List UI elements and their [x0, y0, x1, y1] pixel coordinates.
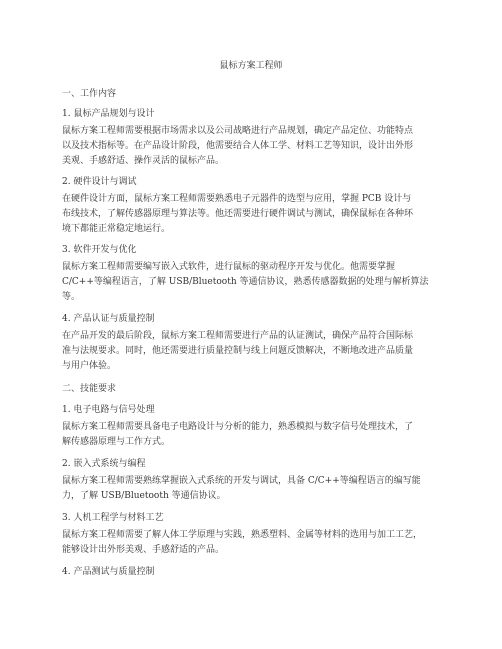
paragraph-line: 在硬件设计方面，鼠标方案工程师需要熟悉电子元器件的选型与应用，掌握 PCB 设计与 [62, 194, 412, 204]
paragraph-product-planning [62, 124, 442, 169]
document-title: 鼠标方案工程师 [219, 61, 283, 71]
paragraph-line: 鼠标方案工程师需要根据市场需求以及公司战略进行产品规划，确定产品定位、功能特点 [62, 126, 414, 136]
item-heading-testing-quality: 4. 产品测试与质量控制 [62, 567, 155, 577]
paragraph-line: 在产品开发的最后阶段，鼠标方案工程师需要进行产品的认证测试，确保产品符合国际标 [62, 331, 414, 341]
paragraph-line: 解传感器原理与工作方式。 [62, 437, 171, 447]
paragraph-line: 美观、手感舒适、操作灵活的鼠标产品。 [62, 156, 225, 166]
item-heading-circuits-signal: 1. 电子电路与信号处理 [62, 405, 155, 415]
paragraph-line: 力，了解 USB/Bluetooth 等通信协议。 [62, 491, 226, 501]
paragraph-embedded-programming [62, 474, 442, 504]
paragraph-line: 准与法规要求。同时，他还需要进行质量控制与线上问题反馈解决，不断地改进产品质量 [62, 346, 414, 356]
item-heading-certification-quality: 4. 产品认证与质量控制 [62, 314, 155, 324]
paragraph-hardware-design [62, 192, 442, 237]
paragraph-certification-quality [62, 329, 442, 374]
paragraph-line: 以及技术指标等。在产品设计阶段，他需要结合人体工学、材料工艺等知识，设计出外形 [62, 141, 414, 151]
paragraph-line: 与用户体验。 [62, 361, 117, 371]
paragraph-line: 布线技术，了解传感器原理与算法等。他还需要进行硬件调试与测试，确保鼠标在各种环 [62, 209, 414, 219]
paragraph-line: 鼠标方案工程师需要了解人体工学原理与实践，熟悉塑料、金属等材料的选用与加工工艺， [62, 530, 423, 540]
paragraph-software-development [62, 260, 442, 305]
paragraph-ergonomics-materials [62, 528, 442, 558]
paragraph-line: 境下都能正常稳定地运行。 [62, 224, 171, 234]
paragraph-line: 鼠标方案工程师需要熟练掌握嵌入式系统的开发与调试，具备 C/C++等编程语言的编写能 [62, 476, 421, 486]
section-heading-skill-requirements: 二、技能要求 [62, 384, 117, 394]
paragraph-circuits-signal [62, 420, 442, 450]
paragraph-line: 等。 [62, 292, 81, 302]
paragraph-line: C/C++等编程语言，了解 USB/Bluetooth 等通信协议，熟悉传感器数据的处理与解析算法 [62, 277, 429, 287]
paragraph-line: 鼠标方案工程师需要具备电子电路设计与分析的能力，熟悉模拟与数字信号处理技术，了 [62, 422, 414, 432]
section-heading-work-content: 一、工作内容 [62, 89, 117, 99]
paragraph-line: 能够设计出外形美观、手感舒适的产品。 [62, 545, 225, 555]
item-heading-product-planning: 1. 鼠标产品规划与设计 [62, 109, 155, 119]
item-heading-hardware-design: 2. 硬件设计与调试 [62, 177, 137, 187]
paragraph-line: 鼠标方案工程师需要编写嵌入式软件，进行鼠标的驱动程序开发与优化。他需要掌握 [62, 262, 396, 272]
item-heading-embedded-programming: 2. 嵌入式系统与编程 [62, 459, 146, 469]
item-heading-ergonomics-materials: 3. 人机工程学与材料工艺 [62, 513, 164, 523]
item-heading-software-development: 3. 软件开发与优化 [62, 245, 137, 255]
